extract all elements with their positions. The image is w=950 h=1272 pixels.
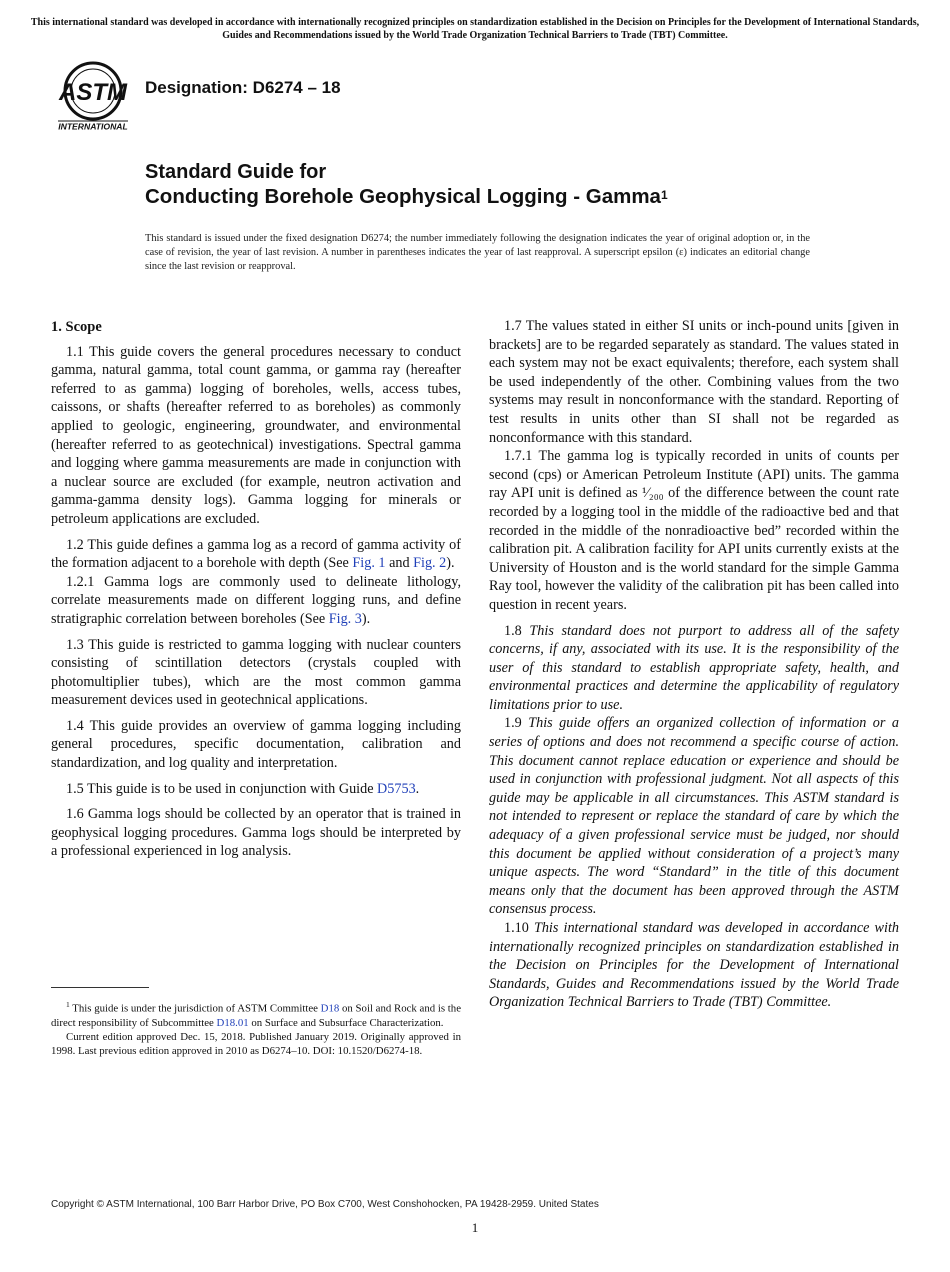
p1-9-text: This guide offers an organized collection of information or a series of options and does not recommend a specific course of action. This document cannot replace education or experience and should be used in conjunction with professional judgment. Not all aspects of this guide may be applicable in all circumstances. This ASTM standard is not intended to represent or replace the standard of care by which the adequacy of a given professional service must be judged, nor should this document be applied without consideration of a project’s many unique aspects. The word “Standard” in the title of this document means only that the document has been approved through the ASTM consensus process.	[489, 715, 899, 918]
section-heading-scope: 1. Scope	[51, 319, 102, 335]
paragraph-1-7: 1.7 The values stated in either SI units or inch-pound units [given in brackets] are to be regarded separately as standard. The values stated in each system may not be exact equivalents; therefore, each system shall be used independently of the other. Combining values from the two systems may result in nonconformance with the standard. Reporting of test results in units other than SI shall not be regarded as nonconformance with this standard.	[489, 318, 899, 446]
document-title	[145, 160, 668, 210]
right-column	[489, 317, 899, 1012]
title-footnote-mark: 1	[660, 188, 668, 202]
footnote-1	[51, 998, 461, 1030]
p1-8-text: This standard does not purport to address all of the safety concerns, if any, associated with its use. It is the responsibility of the user of this standard to establish appropriate safety, health, and environmental practices and determine the applicability of regulatory limitations prior to use.	[489, 622, 899, 713]
paragraph-1-9	[489, 714, 899, 919]
p1-8-number: 1.8	[504, 622, 522, 639]
astm-logo-icon	[52, 58, 134, 132]
fig-2-link[interactable]: Fig. 2	[413, 555, 447, 572]
p1-10-text: This international standard was developed in accordance with internationally recognized principles on standardization established in the Decision on Principles for the Development of International Standards, Guides and Recommendations issued by the World Trade Organization Technical Barriers to Trade (TBT) Committee.	[489, 920, 899, 1011]
p1-2-1-text-a: 1.2.1 Gamma logs are commonly used to delineate lithology, correlate measurements made on different logging runs, and define stratigraphic correlation between boreholes (See	[51, 573, 461, 627]
title-line-1: Standard Guide for	[145, 161, 327, 183]
paragraph-1-2	[51, 536, 461, 573]
d5753-link[interactable]: D5753	[377, 780, 416, 797]
copyright: Copyright © ASTM International, 100 Barr Harbor Drive, PO Box C700, West Conshohocken, PA 19428-2959. United States	[51, 1199, 599, 1210]
p1-10-number: 1.10	[504, 920, 529, 936]
footnote-mark: 1	[66, 1000, 70, 1009]
d18-link[interactable]: D18	[320, 1002, 340, 1015]
fn1-text-b: on Soil and Rock and is the direct responsibility of Subcommittee	[51, 1002, 461, 1029]
paragraph-1-4: 1.4 This guide provides an overview of gamma logging including general procedures, specific documentation, calibration and standardization, and log quality and interpretation.	[51, 717, 461, 772]
p1-7-1-text-b: of the difference between the count rate recorded by a logging tool in the middle of the radioactive bed and that recorded in the middle of the nonradioactive bed” recorded within the calibration pit. A calibration facility for API units currently exists at the University of Houston and is the world standard for the simple Gamma Ray tool, however the validity of the calibration pit has been called into question in recent years.	[489, 485, 899, 613]
designation: Designation: D6274 – 18	[145, 78, 341, 97]
fig-3-link[interactable]: Fig. 3	[328, 610, 362, 627]
paragraph-1-6: 1.6 Gamma logs should be collected by an operator that is trained in geophysical logging procedures. Gamma logs should be interpreted by a professional experienced in log analysis.	[51, 806, 461, 860]
p1-7-1-text-a: 1.7.1 The gamma log is typically recorded in units of counts per second (cps) or American Petroleum Institute (API) units. The gamma ray API unit is defined as	[489, 448, 899, 502]
paragraph-1-3: 1.3 This guide is restricted to gamma logging with nuclear counters consisting of scintillation detectors (crystals coupled with photomultiplier tubes), which are the most common gamma measurement devices used in geotechnical applications.	[51, 636, 461, 709]
title-text: Conducting Borehole Geophysical Logging - Gamma	[145, 185, 661, 208]
footnote-divider	[51, 987, 149, 988]
paragraph-1-8	[489, 622, 899, 715]
left-column	[51, 317, 461, 861]
fraction-1-200: ¹⁄₂₀₀	[642, 485, 664, 502]
p1-5-text-b: .	[415, 780, 420, 797]
p1-2-text-b: and	[385, 555, 414, 572]
logo-text: ASTM	[59, 79, 127, 106]
fig-1-link[interactable]: Fig. 1	[352, 555, 386, 572]
p1-2-1-text-b: ).	[361, 610, 371, 627]
top-notice: This international standard was developed in accordance with internationally recognized principles on standardization established in the Decision on Principles for the Development of International Standards, Guides and Recommendations issued by the World Trade Organization Technical Barriers to Trade (TBT) Committee.	[30, 17, 920, 41]
fn1-text-c: on Surface and Subsurface Characterization.	[248, 1016, 444, 1029]
paragraph-1-1: 1.1 This guide covers the general procedures necessary to conduct gamma, natural gamma, total count gamma, or gamma ray (hereafter referred to as gamma) logging of boreholes, wells, access tubes, caissons, or shafts (hereafter referred to as boreholes) as commonly applied to geologic, engineering, groundwater, and environmental (hereafter referred to as geotechnical) investigations. Spectral gamma and logging where gamma measurements are made in conjunction with a nuclear source are excluded (for example, neutron activation and gamma-gamma density logs). Gamma logging for minerals or petroleum applications are excluded.	[51, 343, 461, 527]
p1-9-number: 1.9	[504, 715, 522, 732]
p1-2-text-a: 1.2 This guide defines a gamma log as a record of gamma activity of the formation adjacent to a borehole with depth (See	[51, 536, 461, 572]
title-line-2	[145, 184, 668, 210]
paragraph-1-7-1	[489, 447, 899, 614]
d18-01-link[interactable]: D18.01	[216, 1016, 249, 1029]
footnote-edition: Current edition approved Dec. 15, 2018. Published January 2019. Originally approved in 1998. Last previous edition approved in 2010 as D6274–10. DOI: 10.1520/D6274-18.	[51, 1031, 461, 1058]
footnotes	[51, 998, 461, 1058]
page-number: 1	[471, 1220, 479, 1235]
paragraph-1-2-1	[51, 573, 461, 629]
p1-5-text-a: 1.5 This guide is to be used in conjunction with Guide	[66, 780, 378, 797]
p1-2-text-c: ).	[446, 555, 455, 572]
fn1-text-a: This guide is under the jurisdiction of ASTM Committee	[69, 1002, 321, 1015]
paragraph-1-5	[51, 780, 461, 799]
logo-subtext: INTERNATIONAL	[58, 121, 128, 132]
issued-note: This standard is issued under the fixed designation D6274; the number immediately following the designation indicates the year of original adoption or, in the case of revision, the year of last revision. A number in parentheses indicates the year of last reapproval. A superscript epsilon (ε) indicates an editorial change since the last revision or reapproval.	[145, 233, 810, 272]
paragraph-1-10	[489, 919, 899, 1012]
